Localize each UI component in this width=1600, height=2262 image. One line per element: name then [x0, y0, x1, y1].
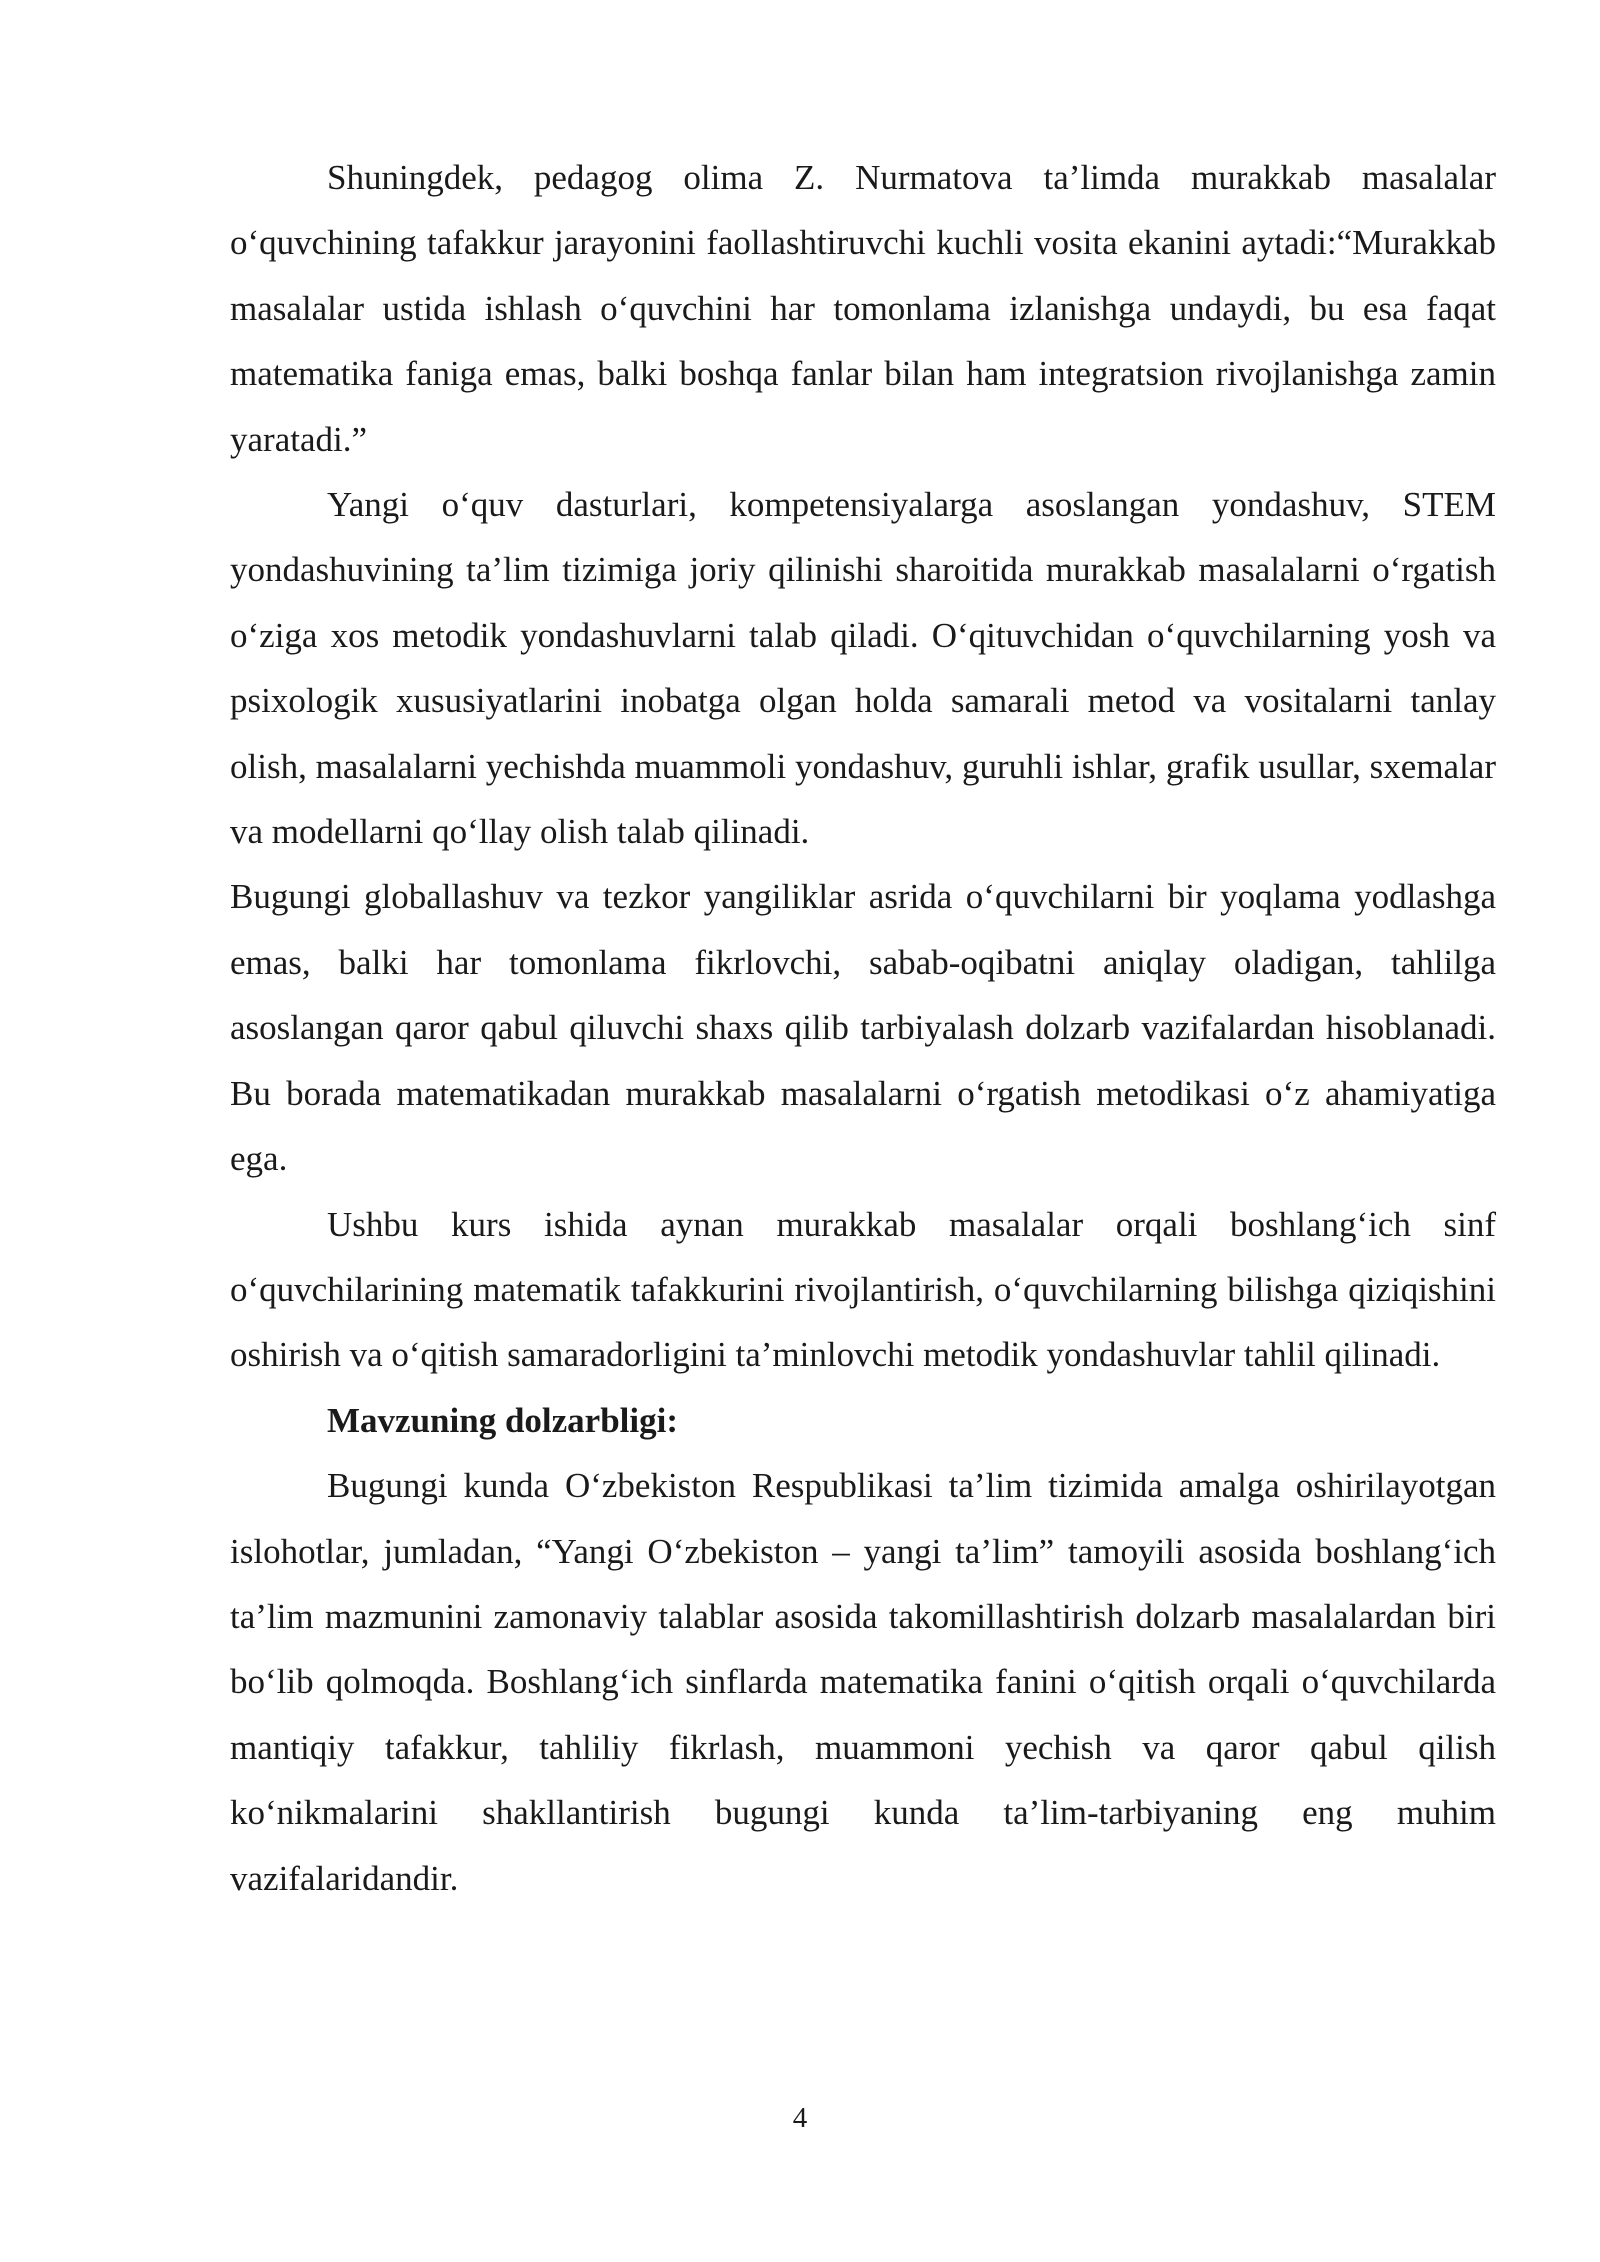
section-heading: Mavzuning dolzarbligi: [327, 1400, 678, 1440]
paragraph-nurmatova-quote: Shuningdek, pedagog olima Z. Nurmatova ta’limda murakkab masalalar o‘quvchining tafakkur jarayonini faollashtiruvchi kuchli vosita ekanini aytadi:“Murakkab masalalar ustida ishlash o‘quvchini har tomonlama izlanishga undaydi, bu esa faqat matematika faniga emas, balki boshqa fanlar bilan ham integratsion rivojlanishga zamin yaratadi.” [230, 158, 1496, 459]
paragraph-course-work-aim: Ushbu kurs ishida aynan murakkab masalalar orqali boshlang‘ich sinf o‘quvchilarining matematik tafakkurini rivojlantirish, o‘quvchilarning bilishga qiziqishini oshirish va o‘qitish samaradorligini ta’minlovchi metodik yondashuvlar tahlil qilinadi. [230, 1204, 1496, 1375]
paragraph-globalization: Bugungi globallashuv va tezkor yangiliklar asrida o‘quvchilarni bir yoqlama yodlashga emas, balki har tomonlama fikrlovchi, sabab-oqibatni aniqlay oladigan, tahlilga asoslangan qaror qabul qiluvchi shaxs qilib tarbiyalash dolzarb vazifalardan hisoblanadi. Bu borada matematikadan murakkab masalalarni o‘rgatish metodikasi o‘z ahamiyatiga ega. [230, 877, 1496, 1179]
page-number: 4 [792, 2102, 808, 2134]
body-text [230, 145, 1496, 1911]
paragraph-relevance: Bugungi kunda O‘zbekiston Respublikasi ta’lim tizimida amalga oshirilayotgan islohotlar, jumladan, “Yangi O‘zbekiston – yangi ta’lim” tamoyili asosida boshlang‘ich ta’lim mazmunini zamonaviy talablar asosida takomillashtirish dolzarb masalalardan biri bo‘lib qolmoqda. Boshlang‘ich sinflarda matematika fanini o‘qitish orqali o‘quvchilarda mantiqiy tafakkur, tahliliy fikrlash, muammoni yechish va qaror qabul qilish ko‘nikmalarini shakllantirish bugungi kunda ta’lim-tarbiyaning eng muhim vazifalaridandir. [230, 1466, 1496, 1898]
paragraph-new-curricula: Yangi o‘quv dasturlari, kompetensiyalarga asoslangan yondashuv, STEM yondashuvining ta’lim tizimiga joriy qilinishi sharoitida murakkab masalalarni o‘rgatish o‘ziga xos metodik yondashuvlarni talab qiladi. O‘qituvchidan o‘quvchilarning yosh va psixologik xususiyatlarini inobatga olgan holda samarali metod va vositalarni tanlay olish, masalalarni yechishda muammoli yondashuv, guruhli ishlar, grafik usullar, sxemalar va modellarni qo‘llay olish talab qilinadi. [230, 485, 1496, 852]
